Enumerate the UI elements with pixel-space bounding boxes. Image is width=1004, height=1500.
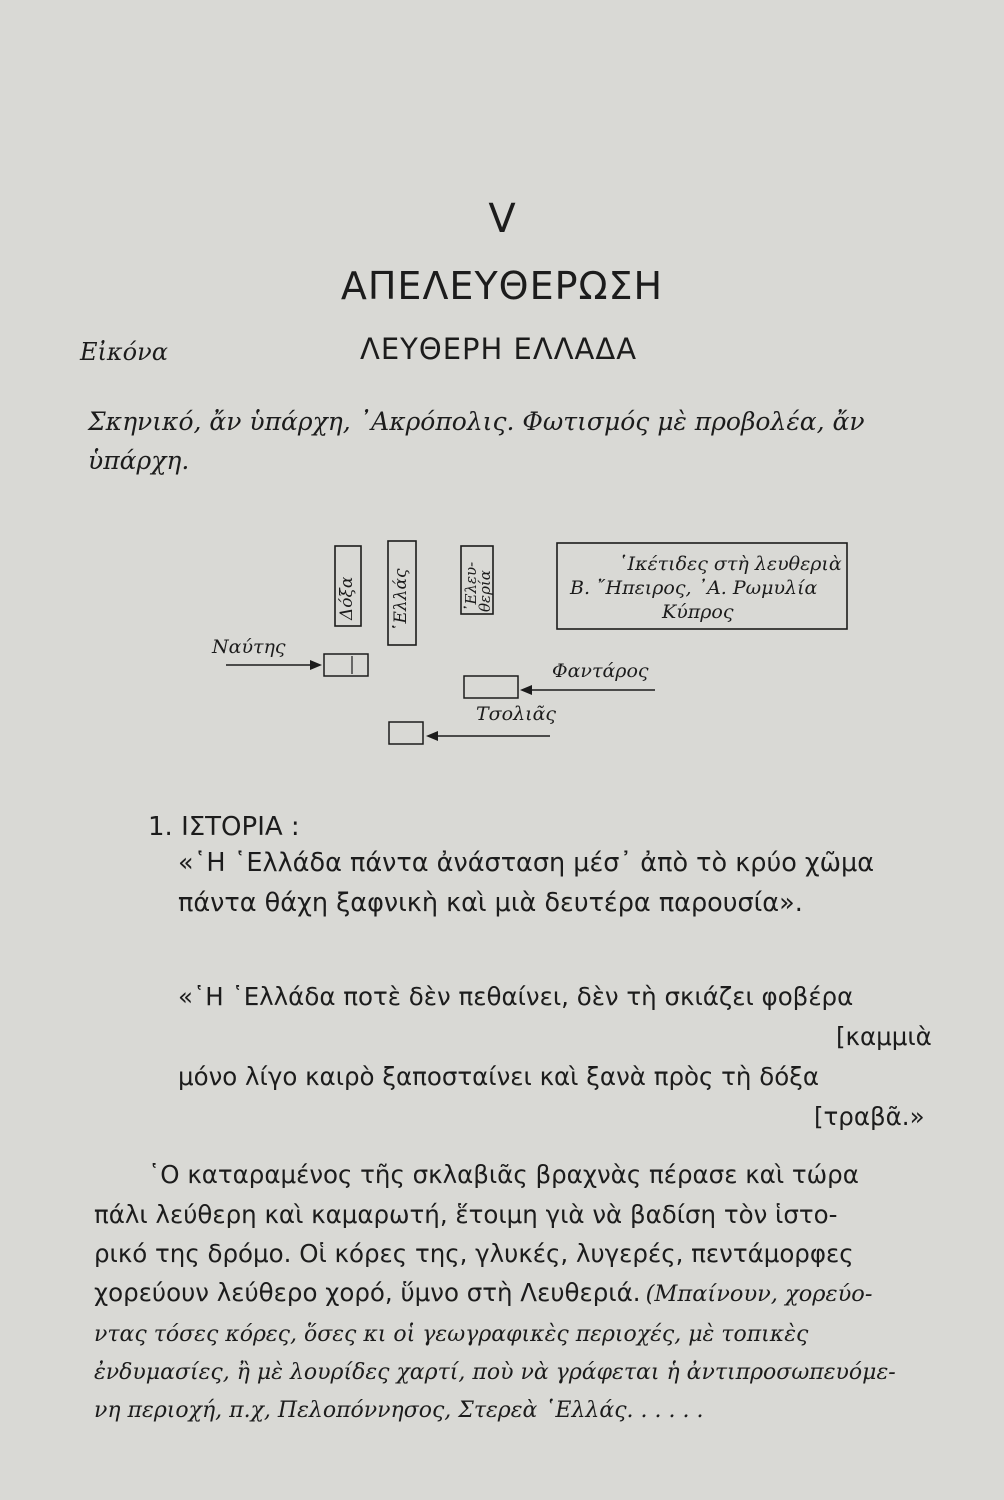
para-line5: ντας τόσες κόρες, ὅσες κι οἱ γεωγραφικὲς περιοχές, μὲ τοπικὲς <box>94 1322 809 1347</box>
para-line1: ῾Ο καταραμένος τῆς σκλαβιᾶς βραχνὰς πέρασε καὶ τώρα <box>148 1160 859 1189</box>
para-line2: πάλι λεύθερη καὶ καμαρωτή, ἕτοιμη γιὰ νὰ βαδίση τὸν ἱστο- <box>94 1200 838 1229</box>
tsolias-box <box>389 722 423 744</box>
quote2-line4: [τραβᾶ.» <box>814 1102 925 1131</box>
para-line4 <box>94 1278 872 1307</box>
naftis-box <box>324 654 368 676</box>
quote2-line2: [καμμιὰ <box>836 1022 932 1051</box>
para-line6: ἐνδυμασίες, ἢ μὲ λουρίδες χαρτί, ποὺ νὰ γράφεται ἡ ἀντιπροσωπευόμε- <box>94 1360 896 1385</box>
scene-title: ΛΕΥΘΕΡΗ ΕΛΛΑΔΑ <box>360 332 638 366</box>
para-line4-text: χορεύουν λεύθερο χορό, ὕμνο στὴ Λευθεριά. <box>94 1278 641 1307</box>
eleftheria-label-2: θερία <box>476 570 494 612</box>
iketides-label-2: Β. ῎Ηπειρος, ᾿Α. Ρωμυλία <box>570 577 818 599</box>
section-heading: 1. ΙΣΤΟΡΙΑ : <box>148 812 300 842</box>
quote1-line2: πάντα θάχη ξαφνικὴ καὶ μιὰ δευτέρα παρουσία». <box>178 888 803 918</box>
scene-label: Εἰκόνα <box>80 338 168 366</box>
quote2-line3: μόνο λίγο καιρὸ ξαποσταίνει καὶ ξανὰ πρὸς τὴ δόξα <box>178 1062 820 1091</box>
fantaros-box <box>464 676 518 698</box>
tsolias-label: Τσολιᾶς <box>476 703 557 725</box>
quote2-line1: «῾Η ῾Ελλάδα ποτὲ δὲν πεθαίνει, δὲν τὴ σκιάζει φοβέρα <box>178 982 854 1011</box>
eleftheria-label-1: ᾿Ελευ- <box>462 561 480 612</box>
naftis-label: Ναύτης <box>212 636 286 658</box>
quote1-line1: «῾Η ῾Ελλάδα πάντα ἀνάσταση μέσ᾿ ἀπὸ τὸ κρύο χῶμα <box>178 848 875 878</box>
chapter-numeral: V <box>488 196 516 242</box>
stage-direction: Σκηνικό, ἄν ὑπάρχη, ᾿Ακρόπολις. Φωτισμός μὲ προβολέα, ἄν ὑπάρχη. <box>88 407 865 475</box>
para-line4-italic: (Μπαίνουν, χορεύο- <box>645 1281 873 1307</box>
ellas-label: ῾Ελλάς <box>391 568 411 632</box>
iketides-label-3: Κύπρος <box>662 601 734 623</box>
para-line7: νη περιοχή, π.χ, Πελοπόννησος, Στερεὰ ῾Ελλάς. . . . . . <box>94 1398 704 1423</box>
doxa-label: Δόξα <box>337 576 357 620</box>
fantaros-label: Φαντάρος <box>552 660 649 682</box>
iketides-label-1: ῾Ικέτιδες στὴ λευθεριὰ <box>618 553 842 575</box>
para-line3: ρικό της δρόμο. Οἱ κόρες της, γλυκές, λυγερές, πεντάμορφες <box>94 1239 854 1268</box>
chapter-title: ΑΠΕΛΕΥΘΕΡΩΣΗ <box>340 264 664 308</box>
